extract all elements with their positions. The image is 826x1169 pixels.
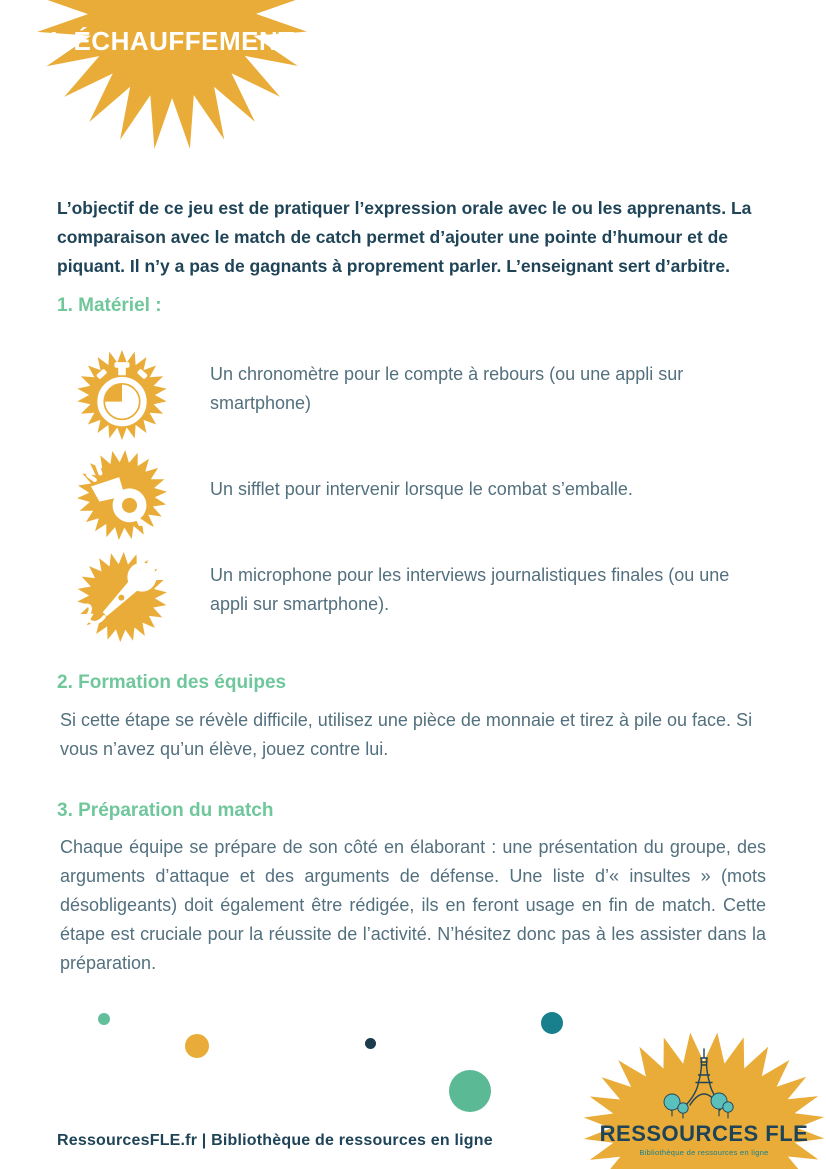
section-body-match: Chaque équipe se prépare de son côté en élaborant : une présentation du groupe, des arguments d’attaque et des arguments de défense. Une liste d’« insultes » (mots désobligeants) doit également être rédigée, ils en feront usage en fin de match. Cette étape est cruciale pour la réussite de l’activité. N’hésitez donc pas à les assister dans la préparation. [60,837,766,973]
decorative-dot-yellow [185,1034,209,1058]
material-item-stopwatch: Un chronomètre pour le compte à rebours (ou une appli sur smartphone) [210,364,684,413]
title-starburst [14,0,334,160]
ressources-fle-logo [569,1018,826,1169]
decorative-dot-green [449,1070,491,1112]
whistle-icon [75,448,169,542]
page-title: I. ÉCHAUFFEMENT [50,26,295,56]
footer-site-reference: RessourcesFLE.fr | Bibliothèque de ressources en ligne [57,1132,493,1149]
section-heading-match: 3. Préparation du match [57,800,274,821]
section-heading-equipes: 2. Formation des équipes [57,672,287,693]
decorative-dot-navy [365,1038,376,1049]
intro-paragraph: L’objectif de ce jeu est de pratiquer l’expression orale avec le ou les apprenants. La comparaison avec le match de catch permet d’ajouter une pointe d’humour et de piquant. Il n’y a pas de gagnants à proprement parler. L’enseignant sert d’arbitre. [57,198,752,276]
microphone-icon [75,550,169,644]
section-heading-materiel: 1. Matériel : [57,295,162,316]
material-item-microphone: Un microphone pour les interviews journalistiques finales (ou une appli sur smartphone). [210,565,730,614]
material-item-whistle: Un sifflet pour intervenir lorsque le combat s’emballe. [210,479,633,499]
section-body-equipes: Si cette étape se révèle difficile, utilisez une pièce de monnaie et tirez à pile ou face. Si vous n’avez qu’un élève, jouez contre lui. [60,710,753,759]
stopwatch-icon [75,348,169,442]
decorative-dot-teal [541,1012,563,1034]
logo-title: RESSOURCES FLE [599,1121,809,1146]
decorative-dot-mint [98,1013,110,1025]
logo-subtitle: Bibliothèque de ressources en ligne [639,1148,769,1157]
